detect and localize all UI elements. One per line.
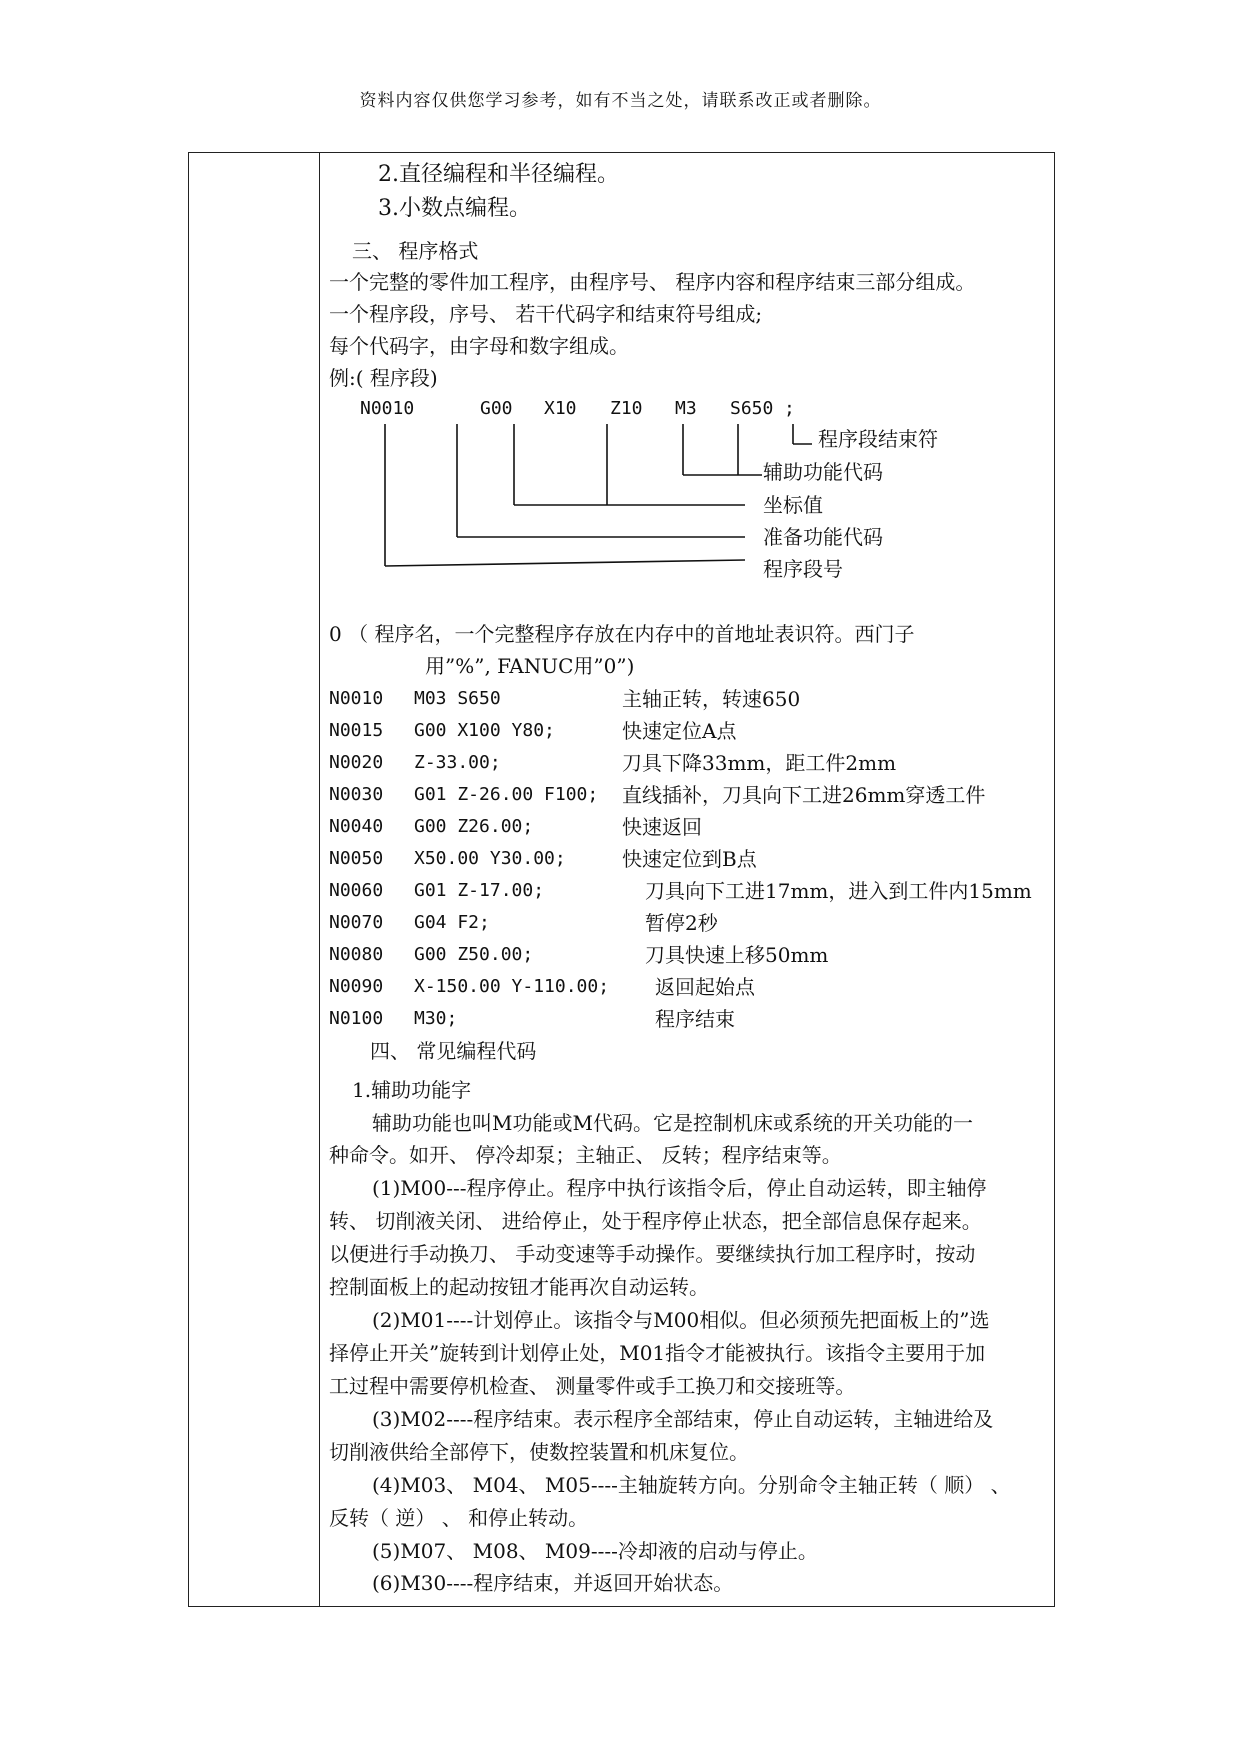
label-coordinate-value: 坐标值 — [763, 493, 823, 517]
program-line-comment: 主轴正转，转速650 — [622, 687, 801, 711]
program-line-comment: 刀具下降33mm，距工件2mm — [622, 751, 897, 775]
paragraph-m02: 切削液供给全部停下，使数控装置和机床复位。 — [329, 1440, 749, 1464]
paragraph-m00: (1)M00---程序停止。程序中执行该指令后，停止自动运转，即主轴停 — [372, 1176, 987, 1200]
program-line-n: N0030 — [329, 784, 384, 805]
program-line-n: N0080 — [329, 944, 384, 965]
program-line-code: G04 F2; — [414, 912, 490, 933]
paragraph-m01: 择停止开关”旋转到计划停止处，M01指令才能被执行。该指令主要用于加 — [329, 1341, 986, 1365]
subsection-aux-function-word: 1.辅助功能字 — [352, 1078, 472, 1102]
paragraph-m30: (6)M30----程序结束，并返回开始状态。 — [372, 1571, 734, 1595]
paragraph-m00: 以便进行手动换刀、 手动变速等手动操作。要继续执行加工程序时，按动 — [329, 1242, 976, 1266]
label-block-number: 程序段号 — [763, 557, 843, 581]
program-block-diagram — [0, 0, 1241, 620]
program-line-n: N0015 — [329, 720, 384, 741]
connector-seq-h — [385, 560, 745, 566]
label-aux-function-code: 辅助功能代码 — [763, 460, 883, 484]
program-line-code: X-150.00 Y-110.00; — [414, 976, 610, 997]
document-header-note: 资料内容仅供您学习参考，如有不当之处，请联系改正或者删除。 — [359, 91, 882, 111]
program-line-n: N0070 — [329, 912, 384, 933]
program-line-n: N0100 — [329, 1008, 384, 1029]
paragraph-m07-m09: (5)M07、 M08、 M09----冷却液的启动与停止。 — [372, 1539, 818, 1563]
program-line-code: G00 X100 Y80; — [414, 720, 555, 741]
program-line-comment: 快速返回 — [622, 815, 702, 839]
program-line-n: N0050 — [329, 848, 384, 869]
diagram-code-end-symbol: ; — [784, 398, 795, 419]
program-line-code: Z-33.00; — [414, 752, 501, 773]
program-line-comment: 快速定位A点 — [622, 719, 737, 743]
label-end-symbol: 程序段结束符 — [818, 427, 938, 451]
example-label: 例:( 程序段) — [329, 366, 438, 390]
program-line-code: G01 Z-26.00 F100; — [414, 784, 599, 805]
program-line-comment: 直线插补，刀具向下工进26mm穿透工件 — [622, 783, 986, 807]
program-line-comment: 暂停2秒 — [645, 911, 718, 935]
item-diameter-radius-programming: 2.直径编程和半径编程。 — [378, 162, 619, 187]
diagram-code-m3: M3 — [675, 398, 697, 419]
paragraph-program-block: 一个程序段，序号、 若干代码字和结束符号组成; — [329, 302, 763, 326]
diagram-code-x10: X10 — [544, 398, 577, 419]
paragraph-m00: 转、 切削液关闭、 进给停止，处于程序停止状态，把全部信息保存起来。 — [329, 1209, 982, 1233]
paragraph-code-word: 每个代码字，由字母和数字组成。 — [329, 334, 629, 358]
program-line-n: N0060 — [329, 880, 384, 901]
diagram-code-g00: G00 — [480, 398, 513, 419]
program-line-n: N0020 — [329, 752, 384, 773]
diagram-code-s650: S650 — [730, 398, 774, 419]
program-line-code: G01 Z-17.00; — [414, 880, 545, 901]
diagram-code-n0010: N0010 — [360, 398, 415, 419]
program-line-code: G00 Z26.00; — [414, 816, 534, 837]
paragraph-m03-m05: 反转（ 逆） 、 和停止转动。 — [329, 1506, 589, 1530]
paragraph-m02: (3)M02----程序结束。表示程序全部结束，停止自动运转，主轴进给及 — [372, 1407, 994, 1431]
label-prep-function-code: 准备功能代码 — [763, 525, 883, 549]
program-name-note-line1: 0 （ 程序名，一个完整程序存放在内存中的首地址表识符。西门子 — [329, 622, 915, 646]
section-title-common-codes: 四、 常见编程代码 — [370, 1039, 537, 1063]
section-title-program-format: 三、 程序格式 — [352, 239, 479, 263]
program-line-code: G00 Z50.00; — [414, 944, 534, 965]
paragraph-m00: 控制面板上的起动按钮才能再次自动运转。 — [329, 1275, 709, 1299]
paragraph-m01: 工过程中需要停机检查、 测量零件或手工换刀和交接班等。 — [329, 1374, 856, 1398]
program-name-note-line2: 用”%”, FANUC用”0”) — [425, 654, 635, 678]
diagram-code-z10: Z10 — [610, 398, 643, 419]
program-line-n: N0010 — [329, 688, 384, 709]
program-line-code: M03 S650 — [414, 688, 501, 709]
program-line-code: X50.00 Y30.00; — [414, 848, 566, 869]
program-line-code: M30; — [414, 1008, 458, 1029]
paragraph-aux-intro: 辅助功能也叫M功能或M代码。它是控制机床或系统的开关功能的一 — [372, 1111, 973, 1135]
paragraph-m03-m05: (4)M03、 M04、 M05----主轴旋转方向。分别命令主轴正转（ 顺） 、 — [372, 1473, 1011, 1497]
program-line-comment: 程序结束 — [655, 1007, 735, 1031]
item-decimal-point-programming: 3.小数点编程。 — [378, 196, 531, 221]
paragraph-aux-intro: 种命令。如开、 停冷却泵；主轴正、 反转；程序结束等。 — [329, 1143, 842, 1167]
program-line-n: N0090 — [329, 976, 384, 997]
paragraph-m01: (2)M01----计划停止。该指令与M00相似。但必须预先把面板上的”选 — [372, 1308, 990, 1332]
program-line-comment: 返回起始点 — [655, 975, 755, 999]
program-line-n: N0040 — [329, 816, 384, 837]
paragraph-program-composition: 一个完整的零件加工程序，由程序号、 程序内容和程序结束三部分组成。 — [329, 270, 976, 294]
program-line-comment: 刀具快速上移50mm — [645, 943, 829, 967]
program-line-comment: 快速定位到B点 — [622, 847, 757, 871]
program-line-comment: 刀具向下工进17mm，进入到工件内15mm — [645, 879, 1032, 903]
